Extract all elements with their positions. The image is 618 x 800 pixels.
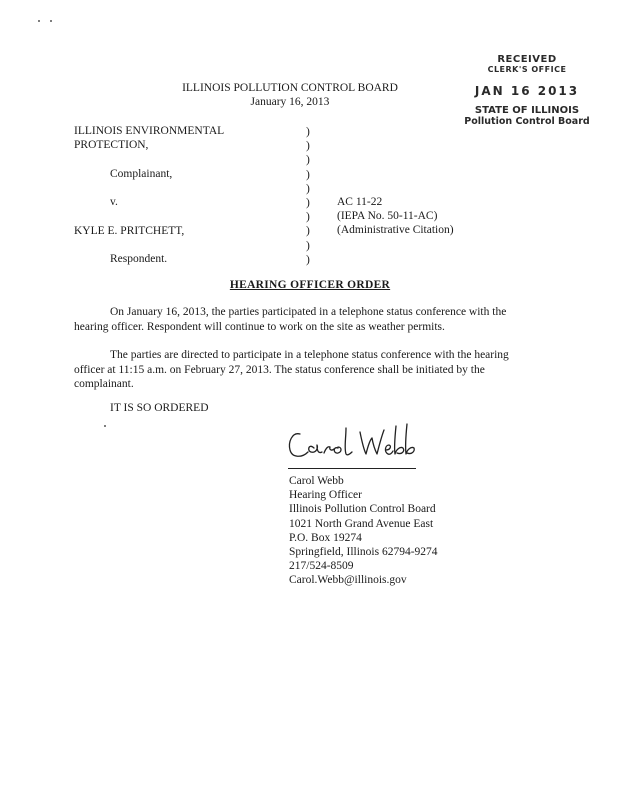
signer-email: Carol.Webb@illinois.gov	[289, 574, 407, 587]
received-stamp	[462, 54, 592, 127]
order-title: HEARING OFFICER ORDER	[229, 279, 391, 291]
signature-line	[288, 468, 416, 469]
order-date: January 16, 2013	[250, 96, 330, 108]
stamp-clerks-office: CLERK'S OFFICE	[487, 65, 567, 74]
versus: v.	[110, 196, 118, 208]
stamp-received: RECEIVED	[497, 54, 557, 65]
iepa-number: (IEPA No. 50-11-AC)	[337, 210, 438, 222]
board-name: ILLINOIS POLLUTION CONTROL BOARD	[182, 82, 398, 94]
handwritten-signature	[286, 420, 416, 469]
scan-speck	[50, 20, 52, 22]
scan-speck	[38, 20, 40, 22]
complainant-name-line2: PROTECTION,	[74, 139, 149, 151]
order-paragraph-1: On January 16, 2013, the parties participated in a telephone status conference with the hearing officer. Respondent will continue to work on the site as weather permits.	[74, 306, 507, 333]
signer-name: Carol Webb	[289, 475, 344, 487]
signer-city: Springfield, Illinois 62794-9274	[289, 546, 438, 559]
signature-block	[289, 474, 438, 588]
signer-title: Hearing Officer	[289, 489, 362, 502]
signer-phone: 217/524-8509	[289, 560, 354, 573]
respondent-role: Respondent.	[110, 253, 168, 265]
case-number: AC 11-22	[337, 196, 383, 208]
complainant-name-line1: ILLINOIS ENVIRONMENTAL	[74, 125, 225, 137]
order-paragraph-2: The parties are directed to participate in a telephone status conference with the hearing officer at 11:15 a.m. on February 27, 2013. The status conference shall be initiated by the complainant.	[74, 349, 509, 390]
signer-organization: Illinois Pollution Control Board	[289, 503, 436, 516]
respondent-name: KYLE E. PRITCHETT,	[74, 225, 185, 237]
complainant-role: Complainant,	[110, 168, 173, 180]
stamp-date: JAN 16 2013	[474, 84, 580, 98]
scan-speck	[104, 425, 106, 427]
case-type: (Administrative Citation)	[337, 224, 454, 236]
signer-street: 1021 North Grand Avenue East	[289, 517, 434, 530]
stamp-state: STATE OF ILLINOIS	[474, 105, 580, 116]
closing-statement: IT IS SO ORDERED	[110, 402, 209, 414]
signer-po-box: P.O. Box 19274	[289, 531, 362, 544]
stamp-board: Pollution Control Board	[464, 116, 590, 127]
caption-divider: ) ) ) ) ) ) ) ) ) )	[306, 126, 310, 266]
